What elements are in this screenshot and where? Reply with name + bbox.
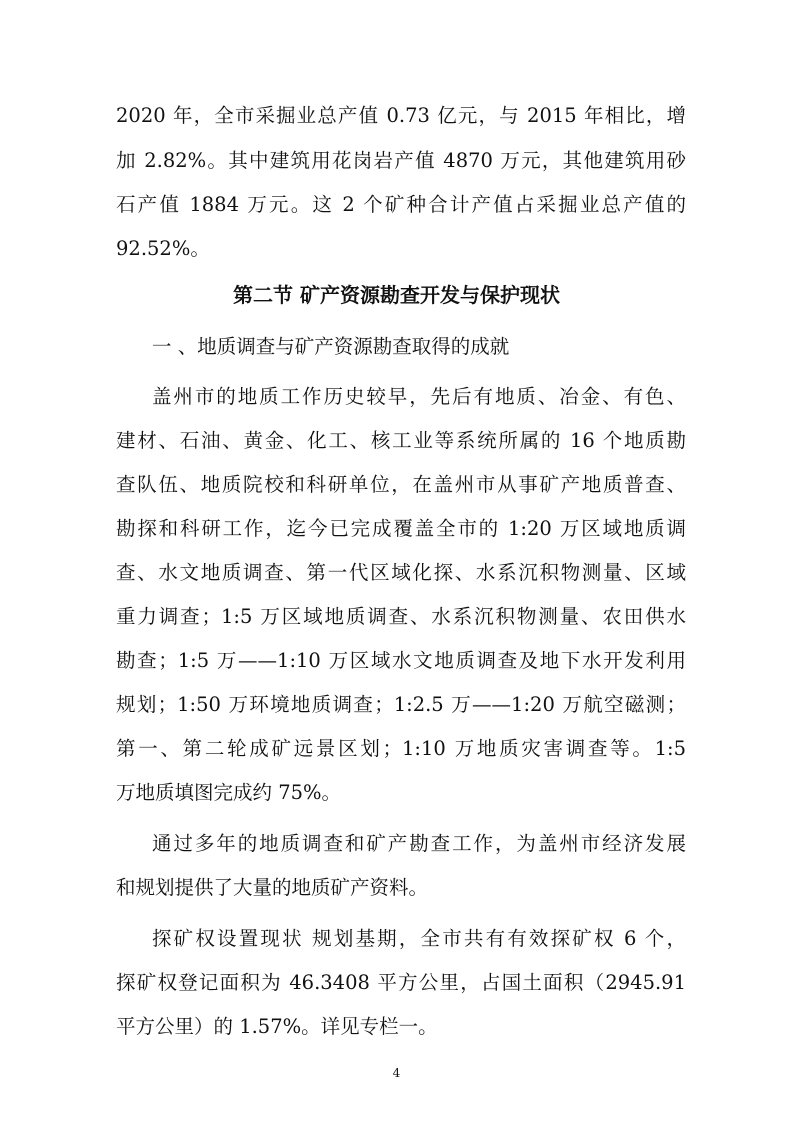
section-heading: 第二节 矿产资源勘查开发与保护现状 xyxy=(233,283,560,307)
paragraph1-line-4: 92.52%。 xyxy=(116,237,210,260)
paragraph2-line-4: 勘探和科研工作，迄今已完成覆盖全市的 1:20 万区域地质调 xyxy=(116,517,686,540)
subsection-heading: 一 、地质调查与矿产资源勘查取得的成就 xyxy=(152,335,510,358)
page-number: 4 xyxy=(392,1066,401,1080)
paragraph2-line-6: 重力调查；1:5 万区域地质调查、水系沉积物测量、农田供水 xyxy=(116,605,686,628)
paragraph2-line-1: 盖州市的地质工作历史较早，先后有地质、冶金、有色、 xyxy=(152,385,686,408)
paragraph4-line-3: 平方公里）的 1.57%。详见专栏一。 xyxy=(116,1015,438,1038)
paragraph2-line-9: 第一、第二轮成矿远景区划；1:10 万地质灾害调查等。1:5 xyxy=(116,737,686,760)
paragraph3-line-2: 和规划提供了大量的地质矿产资料。 xyxy=(116,876,429,899)
paragraph4-line-2: 探矿权登记面积为 46.3408 平方公里，占国土面积（2945.91 xyxy=(116,971,686,994)
paragraph2-line-8: 规划；1:50 万环境地质调查；1:2.5 万——1:20 万航空磁测； xyxy=(116,693,686,716)
paragraph2-line-2: 建材、石油、黄金、化工、核工业等系统所属的 16 个地质勘 xyxy=(116,429,686,452)
paragraph1-line-1: 2020 年，全市采掘业总产值 0.73 亿元，与 2015 年相比，增 xyxy=(116,104,686,127)
paragraph2-line-7: 勘查；1:5 万——1:10 万区域水文地质调查及地下水开发利用 xyxy=(116,649,686,672)
paragraph4-line-1: 探矿权设置现状 规划基期，全市共有有效探矿权 6 个， xyxy=(152,927,686,950)
paragraph3-line-1: 通过多年的地质调查和矿产勘查工作，为盖州市经济发展 xyxy=(152,832,686,855)
paragraph1-line-2: 加 2.82%。其中建筑用花岗岩产值 4870 万元，其他建筑用砂 xyxy=(116,149,686,172)
paragraph1-line-3: 石产值 1884 万元。这 2 个矿种合计产值占采掘业总产值的 xyxy=(116,193,686,216)
paragraph2-line-10: 万地质填图完成约 75%。 xyxy=(116,781,342,804)
paragraph2-line-5: 查、水文地质调查、第一代区域化探、水系沉积物测量、区域 xyxy=(116,561,686,584)
paragraph2-line-3: 查队伍、地质院校和科研单位，在盖州市从事矿产地质普查、 xyxy=(116,473,686,496)
